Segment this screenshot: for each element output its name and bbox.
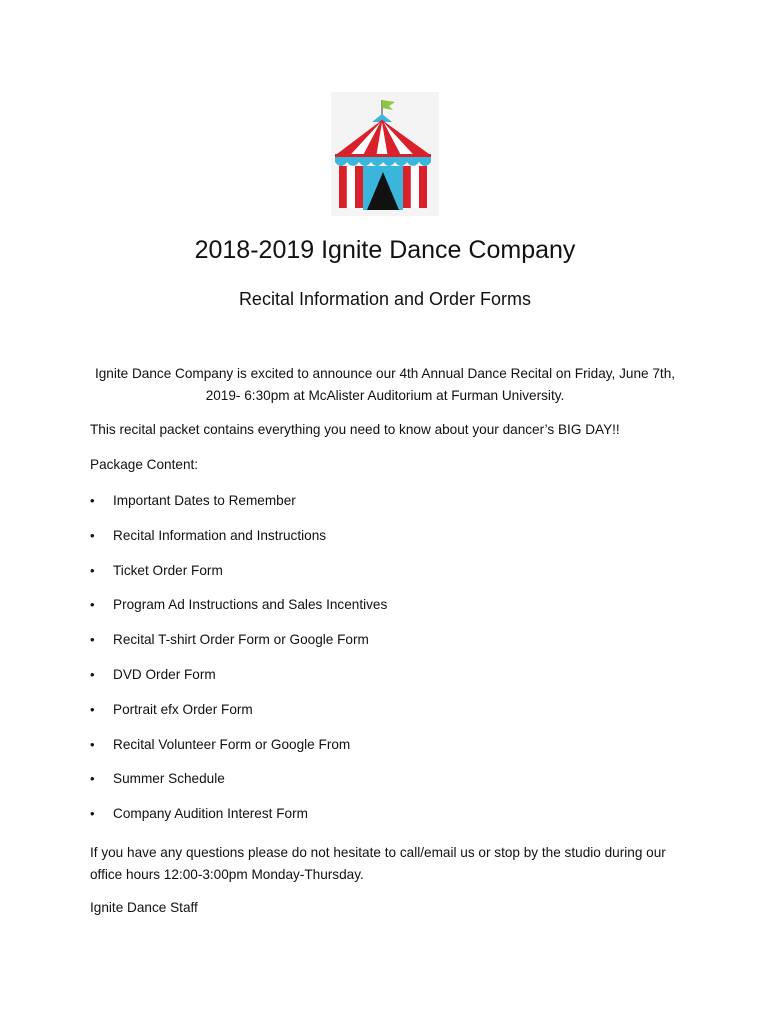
bullet-icon: •: [90, 562, 95, 578]
bullet-icon: •: [90, 701, 95, 717]
list-item-text: Company Audition Interest Form: [113, 806, 308, 822]
bullet-icon: •: [90, 666, 95, 682]
questions-line: office hours 12:00-3:00pm Monday-Thursday.: [90, 867, 364, 882]
page-subtitle: Recital Information and Order Forms: [238, 289, 532, 309]
list-item-text: Recital Information and Instructions: [113, 527, 327, 543]
list-item-text: Recital Volunteer Form or Google From: [113, 736, 351, 752]
list-item: [90, 561, 387, 596]
bullet-icon: •: [90, 597, 95, 613]
logo: [331, 92, 439, 216]
list-item-text: DVD Order Form: [113, 666, 216, 682]
signature: Ignite Dance Staff: [90, 900, 198, 915]
page-title: 2018-2019 Ignite Dance Company: [194, 236, 576, 264]
packet-paragraph: This recital packet contains everything you need to know about your dancer’s BIG DAY!!: [90, 422, 620, 437]
list-item: [90, 595, 387, 630]
list-item: [90, 769, 387, 804]
bullet-icon: •: [90, 527, 95, 543]
bullet-icon: •: [90, 736, 95, 752]
list-item: [90, 665, 387, 700]
list-item-text: Program Ad Instructions and Sales Incentives: [113, 597, 388, 613]
intro-line: 2019- 6:30pm at McAlister Auditorium at Furman University.: [205, 387, 565, 403]
list-item: [90, 526, 387, 561]
list-item: [90, 735, 387, 770]
list-item-text: Recital T-shirt Order Form or Google Form: [113, 632, 369, 648]
list-item-text: Ticket Order Form: [113, 562, 223, 578]
list-item: [90, 491, 387, 526]
intro-paragraph: [90, 363, 680, 406]
bullet-icon: •: [90, 632, 95, 648]
list-item: [90, 700, 387, 735]
intro-line: Ignite Dance Company is excited to announce our 4th Annual Dance Recital on Friday, June 7th,: [94, 366, 676, 381]
bullet-icon: •: [90, 806, 95, 822]
bullet-icon: •: [90, 771, 95, 787]
list-item-text: Summer Schedule: [113, 771, 225, 787]
package-content-list: [90, 491, 387, 839]
list-item-text: Portrait efx Order Form: [113, 701, 253, 717]
questions-line: If you have any questions please do not hesitate to call/email us or stop by the studio during our: [90, 845, 666, 860]
circus-tent-icon: [331, 92, 439, 216]
list-item: [90, 630, 387, 665]
bullet-icon: •: [90, 493, 95, 508]
questions-paragraph: [90, 842, 690, 886]
package-content-label: Package Content:: [90, 457, 199, 472]
list-item: [90, 804, 387, 839]
list-item-text: Important Dates to Remember: [113, 493, 296, 508]
